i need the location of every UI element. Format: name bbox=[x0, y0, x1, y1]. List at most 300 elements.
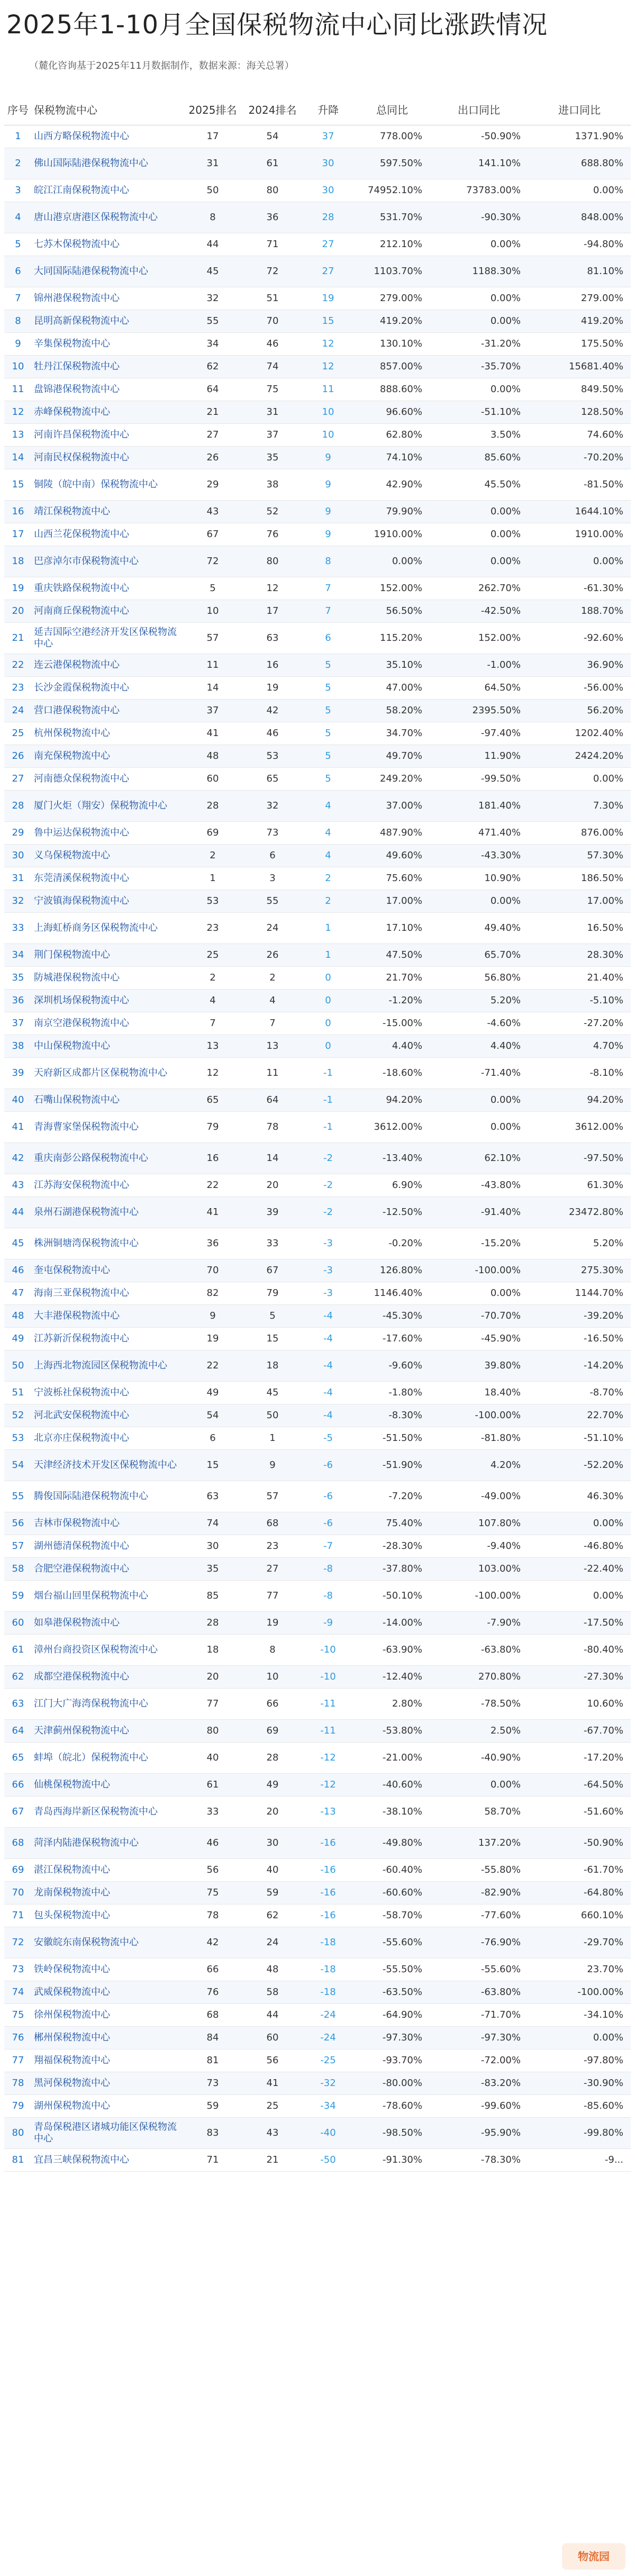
table-row bbox=[4, 700, 631, 722]
table-row bbox=[4, 1012, 631, 1035]
table-row bbox=[4, 2072, 631, 2095]
cell-seq: 3 bbox=[4, 179, 32, 202]
table-row bbox=[4, 1143, 631, 1174]
cell-rank-2025: 2 bbox=[182, 845, 243, 867]
cell-seq: 66 bbox=[4, 1774, 32, 1797]
cell-import-yoy: -27.30% bbox=[528, 1666, 631, 1689]
cell-name: 鲁中运达保税物流中心 bbox=[32, 822, 182, 845]
table-row bbox=[4, 1450, 631, 1481]
cell-seq: 71 bbox=[4, 1904, 32, 1927]
cell-rank-2025: 11 bbox=[182, 654, 243, 677]
cell-change: -1 bbox=[302, 1112, 355, 1143]
cell-rank-2025: 80 bbox=[182, 1720, 243, 1743]
cell-rank-2025: 31 bbox=[182, 148, 243, 179]
cell-name: 牡丹江保税物流中心 bbox=[32, 356, 182, 378]
cell-import-yoy: 275.30% bbox=[528, 1259, 631, 1282]
table-row bbox=[4, 577, 631, 600]
cell-rank-2025: 62 bbox=[182, 356, 243, 378]
cell-total-yoy: 34.70% bbox=[355, 722, 430, 745]
cell-name: 南充保税物流中心 bbox=[32, 745, 182, 768]
cell-rank-2024: 37 bbox=[243, 424, 302, 447]
data-table bbox=[4, 93, 631, 2172]
cell-import-yoy: 1144.70% bbox=[528, 1282, 631, 1305]
cell-name: 漳州台商投资区保税物流中心 bbox=[32, 1635, 182, 1666]
cell-import-yoy: 15681.40% bbox=[528, 356, 631, 378]
cell-change: -50 bbox=[302, 2149, 355, 2172]
cell-total-yoy: 279.00% bbox=[355, 287, 430, 310]
cell-rank-2024: 62 bbox=[243, 1904, 302, 1927]
table-row bbox=[4, 1882, 631, 1904]
cell-name: 山西方略保税物流中心 bbox=[32, 125, 182, 148]
cell-rank-2024: 23 bbox=[243, 1535, 302, 1558]
cell-export-yoy: 73783.00% bbox=[430, 179, 528, 202]
cell-name: 南京空港保税物流中心 bbox=[32, 1012, 182, 1035]
table-row bbox=[4, 890, 631, 913]
cell-rank-2024: 16 bbox=[243, 654, 302, 677]
table-row bbox=[4, 1797, 631, 1828]
cell-rank-2024: 78 bbox=[243, 1112, 302, 1143]
cell-import-yoy: 5.20% bbox=[528, 1228, 631, 1259]
cell-seq: 56 bbox=[4, 1512, 32, 1535]
cell-name: 盘锦港保税物流中心 bbox=[32, 378, 182, 401]
cell-seq: 61 bbox=[4, 1635, 32, 1666]
cell-export-yoy: 58.70% bbox=[430, 1797, 528, 1828]
cell-seq: 38 bbox=[4, 1035, 32, 1058]
cell-export-yoy: -72.00% bbox=[430, 2049, 528, 2072]
cell-rank-2025: 29 bbox=[182, 469, 243, 501]
cell-name: 皖江江南保税物流中心 bbox=[32, 179, 182, 202]
cell-export-yoy: 56.80% bbox=[430, 967, 528, 990]
cell-total-yoy: 212.10% bbox=[355, 233, 430, 256]
table-row bbox=[4, 546, 631, 577]
table-row bbox=[4, 1581, 631, 1612]
cell-seq: 28 bbox=[4, 791, 32, 822]
cell-seq: 4 bbox=[4, 202, 32, 233]
cell-total-yoy: -37.80% bbox=[355, 1558, 430, 1581]
cell-name: 靖江保税物流中心 bbox=[32, 501, 182, 523]
cell-seq: 65 bbox=[4, 1743, 32, 1774]
cell-total-yoy: 47.50% bbox=[355, 944, 430, 967]
cell-name: 株洲铜塘湾保税物流中心 bbox=[32, 1228, 182, 1259]
cell-change: 5 bbox=[302, 700, 355, 722]
cell-change: 7 bbox=[302, 577, 355, 600]
cell-change: 8 bbox=[302, 546, 355, 577]
cell-export-yoy: 141.10% bbox=[430, 148, 528, 179]
cell-rank-2025: 79 bbox=[182, 1112, 243, 1143]
cell-export-yoy: 5.20% bbox=[430, 990, 528, 1012]
cell-import-yoy: 0.00% bbox=[528, 1581, 631, 1612]
cell-change: 27 bbox=[302, 233, 355, 256]
cell-name: 河南商丘保税物流中心 bbox=[32, 600, 182, 623]
cell-export-yoy: -31.20% bbox=[430, 333, 528, 356]
cell-total-yoy: -28.30% bbox=[355, 1535, 430, 1558]
cell-rank-2024: 64 bbox=[243, 1089, 302, 1112]
cell-rank-2024: 12 bbox=[243, 577, 302, 600]
cell-change: 5 bbox=[302, 722, 355, 745]
col-header-name: 保税物流中心 bbox=[32, 93, 182, 125]
cell-rank-2024: 79 bbox=[243, 1282, 302, 1305]
cell-export-yoy: -100.00% bbox=[430, 1581, 528, 1612]
cell-export-yoy: 65.70% bbox=[430, 944, 528, 967]
cell-import-yoy: -97.50% bbox=[528, 1143, 631, 1174]
cell-import-yoy: -51.60% bbox=[528, 1797, 631, 1828]
table-row bbox=[4, 722, 631, 745]
cell-seq: 13 bbox=[4, 424, 32, 447]
cell-rank-2025: 19 bbox=[182, 1328, 243, 1350]
cell-rank-2024: 80 bbox=[243, 546, 302, 577]
cell-export-yoy: 10.90% bbox=[430, 867, 528, 890]
cell-rank-2025: 6 bbox=[182, 1427, 243, 1450]
cell-rank-2024: 19 bbox=[243, 1612, 302, 1635]
cell-change: -16 bbox=[302, 1828, 355, 1859]
cell-rank-2024: 70 bbox=[243, 310, 302, 333]
cell-total-yoy: -45.30% bbox=[355, 1305, 430, 1328]
cell-import-yoy: 1910.00% bbox=[528, 523, 631, 546]
cell-rank-2024: 49 bbox=[243, 1774, 302, 1797]
cell-import-yoy: 81.10% bbox=[528, 256, 631, 287]
cell-name: 连云港保税物流中心 bbox=[32, 654, 182, 677]
cell-import-yoy: -50.90% bbox=[528, 1828, 631, 1859]
table-row bbox=[4, 791, 631, 822]
table-row bbox=[4, 1904, 631, 1927]
cell-seq: 21 bbox=[4, 623, 32, 654]
table-row bbox=[4, 845, 631, 867]
cell-name: 河南德众保税物流中心 bbox=[32, 768, 182, 791]
cell-import-yoy: -61.70% bbox=[528, 1859, 631, 1882]
cell-seq: 41 bbox=[4, 1112, 32, 1143]
cell-seq: 12 bbox=[4, 401, 32, 424]
cell-export-yoy: -81.80% bbox=[430, 1427, 528, 1450]
table-row bbox=[4, 967, 631, 990]
cell-seq: 6 bbox=[4, 256, 32, 287]
cell-change: -4 bbox=[302, 1350, 355, 1382]
cell-change: 9 bbox=[302, 501, 355, 523]
header-row bbox=[4, 93, 631, 125]
cell-export-yoy: 0.00% bbox=[430, 523, 528, 546]
table-row bbox=[4, 356, 631, 378]
cell-import-yoy: -99.80% bbox=[528, 2118, 631, 2149]
cell-import-yoy: -56.00% bbox=[528, 677, 631, 700]
table-row bbox=[4, 1689, 631, 1720]
table-row bbox=[4, 125, 631, 148]
cell-total-yoy: -9.60% bbox=[355, 1350, 430, 1382]
cell-rank-2024: 15 bbox=[243, 1328, 302, 1350]
cell-rank-2024: 30 bbox=[243, 1828, 302, 1859]
cell-name: 翔福保税物流中心 bbox=[32, 2049, 182, 2072]
cell-rank-2025: 65 bbox=[182, 1089, 243, 1112]
cell-import-yoy: -8.10% bbox=[528, 1058, 631, 1089]
cell-export-yoy: 0.00% bbox=[430, 1089, 528, 1112]
cell-change: 37 bbox=[302, 125, 355, 148]
cell-name: 大同国际陆港保税物流中心 bbox=[32, 256, 182, 287]
cell-total-yoy: -8.30% bbox=[355, 1404, 430, 1427]
cell-import-yoy: -17.20% bbox=[528, 1743, 631, 1774]
cell-rank-2024: 28 bbox=[243, 1743, 302, 1774]
cell-seq: 31 bbox=[4, 867, 32, 890]
cell-export-yoy: 0.00% bbox=[430, 1282, 528, 1305]
cell-seq: 25 bbox=[4, 722, 32, 745]
cell-name: 黑河保税物流中心 bbox=[32, 2072, 182, 2095]
table-row bbox=[4, 179, 631, 202]
col-header-total-yoy: 总同比 bbox=[355, 93, 430, 125]
cell-rank-2024: 11 bbox=[243, 1058, 302, 1089]
cell-seq: 23 bbox=[4, 677, 32, 700]
cell-change: 4 bbox=[302, 791, 355, 822]
cell-total-yoy: -38.10% bbox=[355, 1797, 430, 1828]
table-row bbox=[4, 1859, 631, 1882]
cell-change: -3 bbox=[302, 1282, 355, 1305]
cell-total-yoy: -64.90% bbox=[355, 2004, 430, 2027]
table-row bbox=[4, 1512, 631, 1535]
cell-name: 唐山港京唐港区保税物流中心 bbox=[32, 202, 182, 233]
cell-name: 防城港保税物流中心 bbox=[32, 967, 182, 990]
cell-export-yoy: -99.60% bbox=[430, 2095, 528, 2118]
cell-total-yoy: 35.10% bbox=[355, 654, 430, 677]
table-row bbox=[4, 424, 631, 447]
cell-seq: 5 bbox=[4, 233, 32, 256]
cell-rank-2025: 17 bbox=[182, 125, 243, 148]
cell-change: 9 bbox=[302, 469, 355, 501]
cell-total-yoy: -63.90% bbox=[355, 1635, 430, 1666]
cell-change: -13 bbox=[302, 1797, 355, 1828]
cell-seq: 60 bbox=[4, 1612, 32, 1635]
cell-total-yoy: 79.90% bbox=[355, 501, 430, 523]
cell-rank-2025: 41 bbox=[182, 722, 243, 745]
cell-seq: 1 bbox=[4, 125, 32, 148]
cell-change: 2 bbox=[302, 890, 355, 913]
table-row bbox=[4, 501, 631, 523]
cell-total-yoy: 249.20% bbox=[355, 768, 430, 791]
cell-change: 27 bbox=[302, 256, 355, 287]
cell-name: 青岛保税港区诸城功能区保税物流中心 bbox=[32, 2118, 182, 2149]
cell-export-yoy: 0.00% bbox=[430, 501, 528, 523]
table-row bbox=[4, 1743, 631, 1774]
cell-change: -4 bbox=[302, 1382, 355, 1404]
cell-rank-2025: 59 bbox=[182, 2095, 243, 2118]
table-row bbox=[4, 1259, 631, 1282]
cell-total-yoy: 0.00% bbox=[355, 546, 430, 577]
cell-export-yoy: -45.90% bbox=[430, 1328, 528, 1350]
table-header bbox=[4, 93, 631, 125]
table-row bbox=[4, 1828, 631, 1859]
table-row bbox=[4, 677, 631, 700]
cell-change: -18 bbox=[302, 1958, 355, 1981]
cell-rank-2024: 71 bbox=[243, 233, 302, 256]
cell-change: -6 bbox=[302, 1481, 355, 1512]
cell-rank-2025: 1 bbox=[182, 867, 243, 890]
cell-change: 10 bbox=[302, 424, 355, 447]
cell-export-yoy: -49.00% bbox=[430, 1481, 528, 1512]
cell-rank-2025: 36 bbox=[182, 1228, 243, 1259]
cell-export-yoy: -42.50% bbox=[430, 600, 528, 623]
cell-export-yoy: -83.20% bbox=[430, 2072, 528, 2095]
cell-rank-2025: 46 bbox=[182, 1828, 243, 1859]
cell-name: 湛江保税物流中心 bbox=[32, 1859, 182, 1882]
col-header-seq: 序号 bbox=[4, 93, 32, 125]
cell-total-yoy: 6.90% bbox=[355, 1174, 430, 1197]
col-header-rank-2025: 2025排名 bbox=[182, 93, 243, 125]
cell-rank-2024: 32 bbox=[243, 791, 302, 822]
cell-rank-2024: 73 bbox=[243, 822, 302, 845]
cell-rank-2025: 53 bbox=[182, 890, 243, 913]
cell-total-yoy: -17.60% bbox=[355, 1328, 430, 1350]
cell-change: -16 bbox=[302, 1882, 355, 1904]
cell-change: 5 bbox=[302, 654, 355, 677]
cell-export-yoy: 62.10% bbox=[430, 1143, 528, 1174]
cell-import-yoy: 0.00% bbox=[528, 546, 631, 577]
cell-export-yoy: 64.50% bbox=[430, 677, 528, 700]
cell-rank-2025: 71 bbox=[182, 2149, 243, 2172]
cell-rank-2025: 74 bbox=[182, 1512, 243, 1535]
cell-change: -25 bbox=[302, 2049, 355, 2072]
cell-name: 赤峰保税物流中心 bbox=[32, 401, 182, 424]
cell-total-yoy: -51.90% bbox=[355, 1450, 430, 1481]
cell-rank-2024: 68 bbox=[243, 1512, 302, 1535]
cell-seq: 64 bbox=[4, 1720, 32, 1743]
cell-export-yoy: -50.90% bbox=[430, 125, 528, 148]
cell-seq: 29 bbox=[4, 822, 32, 845]
cell-rank-2025: 27 bbox=[182, 424, 243, 447]
cell-seq: 48 bbox=[4, 1305, 32, 1328]
cell-export-yoy: 181.40% bbox=[430, 791, 528, 822]
cell-change: 4 bbox=[302, 822, 355, 845]
cell-seq: 9 bbox=[4, 333, 32, 356]
cell-export-yoy: -15.20% bbox=[430, 1228, 528, 1259]
cell-rank-2025: 64 bbox=[182, 378, 243, 401]
cell-rank-2025: 20 bbox=[182, 1666, 243, 1689]
cell-rank-2024: 39 bbox=[243, 1197, 302, 1228]
cell-import-yoy: 2424.20% bbox=[528, 745, 631, 768]
cell-rank-2024: 7 bbox=[243, 1012, 302, 1035]
cell-change: 0 bbox=[302, 1012, 355, 1035]
cell-rank-2024: 24 bbox=[243, 1927, 302, 1958]
table-row bbox=[4, 2049, 631, 2072]
cell-rank-2025: 76 bbox=[182, 1981, 243, 2004]
cell-total-yoy: 126.80% bbox=[355, 1259, 430, 1282]
cell-import-yoy: 17.00% bbox=[528, 890, 631, 913]
cell-rank-2024: 46 bbox=[243, 722, 302, 745]
cell-name: 铁岭保税物流中心 bbox=[32, 1958, 182, 1981]
table-row bbox=[4, 2095, 631, 2118]
cell-import-yoy: 0.00% bbox=[528, 1512, 631, 1535]
cell-name: 安徽皖东南保税物流中心 bbox=[32, 1927, 182, 1958]
cell-seq: 55 bbox=[4, 1481, 32, 1512]
cell-change: -12 bbox=[302, 1743, 355, 1774]
cell-name: 大丰港保税物流中心 bbox=[32, 1305, 182, 1328]
cell-export-yoy: 0.00% bbox=[430, 233, 528, 256]
cell-name: 佛山国际陆港保税物流中心 bbox=[32, 148, 182, 179]
table-row bbox=[4, 1058, 631, 1089]
cell-change: 2 bbox=[302, 867, 355, 890]
cell-seq: 57 bbox=[4, 1535, 32, 1558]
cell-name: 徐州保税物流中心 bbox=[32, 2004, 182, 2027]
cell-seq: 58 bbox=[4, 1558, 32, 1581]
cell-change: 12 bbox=[302, 356, 355, 378]
cell-import-yoy: 22.70% bbox=[528, 1404, 631, 1427]
cell-name: 河北武安保税物流中心 bbox=[32, 1404, 182, 1427]
cell-rank-2024: 56 bbox=[243, 2049, 302, 2072]
cell-import-yoy: 688.80% bbox=[528, 148, 631, 179]
cell-change: -12 bbox=[302, 1774, 355, 1797]
table-row bbox=[4, 1174, 631, 1197]
cell-export-yoy: -55.60% bbox=[430, 1958, 528, 1981]
cell-total-yoy: -58.70% bbox=[355, 1904, 430, 1927]
cell-export-yoy: -4.60% bbox=[430, 1012, 528, 1035]
cell-import-yoy: 660.10% bbox=[528, 1904, 631, 1927]
cell-export-yoy: 0.00% bbox=[430, 1112, 528, 1143]
cell-seq: 22 bbox=[4, 654, 32, 677]
cell-import-yoy: 0.00% bbox=[528, 2027, 631, 2049]
cell-rank-2024: 75 bbox=[243, 378, 302, 401]
cell-total-yoy: -60.40% bbox=[355, 1859, 430, 1882]
cell-export-yoy: -43.80% bbox=[430, 1174, 528, 1197]
cell-seq: 40 bbox=[4, 1089, 32, 1112]
cell-export-yoy: -1.00% bbox=[430, 654, 528, 677]
table-row bbox=[4, 944, 631, 967]
cell-rank-2025: 13 bbox=[182, 1035, 243, 1058]
cell-change: -5 bbox=[302, 1427, 355, 1450]
cell-change: -18 bbox=[302, 1981, 355, 2004]
cell-seq: 81 bbox=[4, 2149, 32, 2172]
cell-import-yoy: -16.50% bbox=[528, 1328, 631, 1350]
cell-rank-2024: 17 bbox=[243, 600, 302, 623]
cell-rank-2025: 77 bbox=[182, 1689, 243, 1720]
cell-name: 天府新区成都片区保税物流中心 bbox=[32, 1058, 182, 1089]
cell-rank-2025: 32 bbox=[182, 287, 243, 310]
cell-name: 辛集保税物流中心 bbox=[32, 333, 182, 356]
cell-seq: 30 bbox=[4, 845, 32, 867]
cell-name: 中山保税物流中心 bbox=[32, 1035, 182, 1058]
cell-rank-2025: 78 bbox=[182, 1904, 243, 1927]
cell-export-yoy: 471.40% bbox=[430, 822, 528, 845]
cell-total-yoy: -51.50% bbox=[355, 1427, 430, 1450]
cell-change: -40 bbox=[302, 2118, 355, 2149]
cell-export-yoy: -63.80% bbox=[430, 1635, 528, 1666]
cell-import-yoy: -97.80% bbox=[528, 2049, 631, 2072]
table-row bbox=[4, 233, 631, 256]
cell-import-yoy: -61.30% bbox=[528, 577, 631, 600]
cell-total-yoy: -18.60% bbox=[355, 1058, 430, 1089]
cell-name: 重庆铁路保税物流中心 bbox=[32, 577, 182, 600]
cell-name: 宁波栎社保税物流中心 bbox=[32, 1382, 182, 1404]
cell-rank-2025: 66 bbox=[182, 1958, 243, 1981]
cell-seq: 35 bbox=[4, 967, 32, 990]
cell-total-yoy: -7.20% bbox=[355, 1481, 430, 1512]
cell-rank-2025: 33 bbox=[182, 1797, 243, 1828]
cell-name: 烟台福山回里保税物流中心 bbox=[32, 1581, 182, 1612]
cell-import-yoy: 36.90% bbox=[528, 654, 631, 677]
cell-change: -11 bbox=[302, 1689, 355, 1720]
cell-rank-2025: 85 bbox=[182, 1581, 243, 1612]
col-header-export-yoy: 出口同比 bbox=[430, 93, 528, 125]
cell-rank-2025: 9 bbox=[182, 1305, 243, 1328]
cell-rank-2025: 16 bbox=[182, 1143, 243, 1174]
cell-name: 腾俊国际陆港保税物流中心 bbox=[32, 1481, 182, 1512]
cell-change: 4 bbox=[302, 845, 355, 867]
cell-import-yoy: 1371.90% bbox=[528, 125, 631, 148]
cell-seq: 37 bbox=[4, 1012, 32, 1035]
cell-name: 宁波镇海保税物流中心 bbox=[32, 890, 182, 913]
cell-change: -1 bbox=[302, 1058, 355, 1089]
cell-name: 如皋港保税物流中心 bbox=[32, 1612, 182, 1635]
cell-rank-2025: 42 bbox=[182, 1927, 243, 1958]
cell-rank-2025: 28 bbox=[182, 1612, 243, 1635]
cell-change: 7 bbox=[302, 600, 355, 623]
cell-export-yoy: -35.70% bbox=[430, 356, 528, 378]
cell-total-yoy: 487.90% bbox=[355, 822, 430, 845]
cell-rank-2024: 45 bbox=[243, 1382, 302, 1404]
cell-total-yoy: -55.50% bbox=[355, 1958, 430, 1981]
